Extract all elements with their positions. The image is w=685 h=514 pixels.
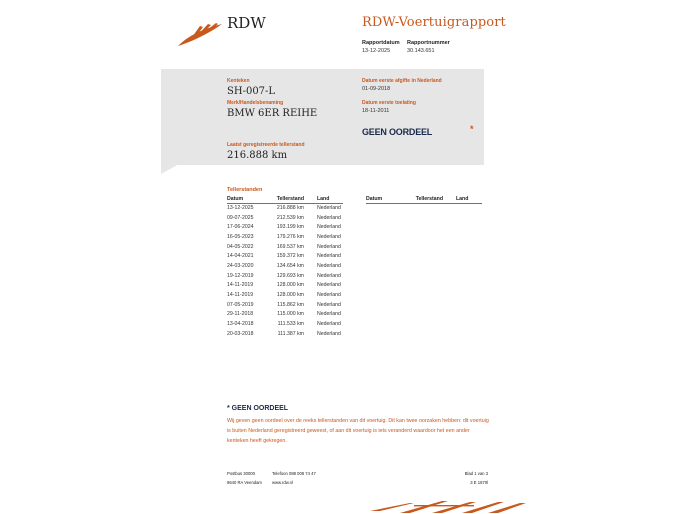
cell-land: Nederland [317, 272, 341, 279]
col-header-date: Datum [227, 195, 274, 203]
report-date-label: Rapportdatum [362, 40, 400, 46]
cell-date: 17-06-2024 [227, 224, 254, 231]
footer-city: 9640 RA Veendam [227, 480, 262, 485]
cell-date: 09-07-2025 [227, 214, 254, 221]
readings-table [227, 195, 343, 339]
first-admission-label: Datum eerste toelating [362, 100, 416, 106]
rdw-logo-icon [176, 20, 224, 48]
odometer-block [227, 142, 305, 162]
note-text: Wij geven geen oordeel over de reeks tellerstanden van dit voertuig. Dit kan twee oorzaken hebben: dit voertuig is buiten Nederland geregistreerd geweest, of aan dit voertuig is iets veranderd waardoor het een ander kenteken heeft gekregen. [227, 418, 489, 444]
cell-date: 07-05-2019 [227, 301, 254, 308]
table-row [227, 242, 343, 252]
cell-date: 24-03-2020 [227, 262, 254, 269]
cell-km: 129.693 km [276, 272, 304, 279]
first-nl-value: 01-09-2018 [362, 86, 391, 92]
cell-km: 115.862 km [277, 301, 304, 308]
footer-contact [272, 469, 316, 487]
col-header-date-right: Datum [366, 195, 413, 203]
table-row [227, 232, 343, 242]
report-number-label: Rapportnummer [407, 40, 450, 46]
table-row [227, 213, 343, 223]
cell-land: Nederland [317, 311, 341, 318]
cell-km: 128.000 km [276, 282, 304, 289]
readings-header-row-right [366, 195, 482, 203]
cell-km: 111.533 km [277, 321, 304, 328]
cell-land: Nederland [317, 214, 341, 221]
cell-land: Nederland [317, 330, 341, 337]
cell-date: 20-03-2018 [227, 330, 254, 337]
table-row [227, 300, 343, 310]
cell-date: 14-11-2019 [227, 292, 254, 299]
cell-date: 13-04-2018 [227, 321, 254, 328]
cell-land: Nederland [317, 243, 341, 250]
cell-date: 14-04-2021 [227, 253, 254, 260]
make-block [227, 100, 317, 120]
table-row [227, 203, 343, 213]
cell-km: 179.276 km [276, 233, 304, 240]
readings-header-row [227, 195, 343, 203]
col-header-km-right: Tellerstand [413, 195, 456, 203]
first-admission-value: 18-11-2011 [362, 108, 390, 114]
cell-km: 111.387 km [277, 330, 304, 337]
brand-name: RDW [227, 14, 266, 32]
report-number-block [407, 39, 450, 55]
report-title: RDW-Voertuigrapport [362, 15, 506, 30]
col-header-land-right: Land [456, 195, 482, 203]
cell-date: 14-11-2019 [227, 282, 254, 289]
verdict-asterisk: * [470, 124, 474, 134]
cell-date: 13-12-2025 [227, 205, 254, 212]
cell-land: Nederland [317, 253, 341, 260]
footer-code: 3 E 1670l [470, 480, 488, 485]
cell-land: Nederland [317, 262, 341, 269]
table-row [227, 271, 343, 281]
report-date-block [362, 39, 400, 55]
cell-km: 134.654 km [276, 262, 304, 269]
cell-land: Nederland [317, 224, 341, 231]
plate-label: Kenteken [227, 78, 250, 84]
table-row [227, 290, 343, 300]
footer-postbus: Postbus 30000 [227, 471, 255, 476]
cell-land: Nederland [317, 282, 341, 289]
cell-km: 193.199 km [276, 224, 304, 231]
plate-block [227, 78, 275, 98]
first-admission-block [362, 100, 416, 115]
cell-date: 19-12-2019 [227, 272, 254, 279]
cell-land: Nederland [317, 205, 341, 212]
make-label: Merk/Handelsbenaming [227, 100, 284, 106]
table-row [227, 329, 343, 339]
cell-date: 04-05-2022 [227, 243, 254, 250]
cell-date: 16-05-2023 [227, 233, 254, 240]
cell-land: Nederland [317, 301, 341, 308]
first-nl-block [362, 78, 442, 93]
cell-land: Nederland [317, 321, 341, 328]
footer-web: www.rdw.nl [272, 480, 293, 485]
first-nl-label: Datum eerste afgifte in Nederland [362, 78, 442, 84]
verdict-label: GEEN OORDEEL [362, 127, 433, 137]
table-row [227, 310, 343, 320]
cell-km: 159.372 km [276, 253, 304, 260]
footer-page: Blad 1 van 3 [464, 471, 488, 476]
odometer-value: 216.888 km [227, 150, 288, 161]
plate-value: SH-007-L [227, 86, 276, 97]
table-row [227, 222, 343, 232]
cell-km: 169.537 km [276, 243, 304, 250]
cell-land: Nederland [317, 233, 341, 240]
cell-km: 212.539 km [276, 214, 304, 221]
report-number-value: 30.143.651 [407, 48, 435, 54]
table-row [227, 319, 343, 329]
table-row [227, 261, 343, 271]
cell-date: 29-11-2018 [227, 311, 254, 318]
col-header-km: Tellerstand [274, 195, 317, 203]
footer-address [227, 469, 262, 487]
odometer-label: Laatst geregistreerde tellerstand [227, 142, 305, 148]
report-date-value: 13-12-2025 [362, 48, 391, 54]
cell-land: Nederland [317, 292, 341, 299]
make-value: BMW 6ER REIHE [227, 108, 318, 119]
readings-table-second-column [366, 195, 482, 204]
readings-title: Tellerstanden [227, 187, 263, 193]
cell-km: 128.000 km [276, 292, 304, 299]
table-row [227, 281, 343, 291]
panel-notch [161, 164, 179, 174]
table-row [227, 251, 343, 261]
cell-km: 216.888 km [276, 205, 304, 212]
col-header-land: Land [317, 195, 343, 203]
rdw-stripes-decoration-icon [370, 500, 526, 514]
footer-phone: Telefoon 088 008 74 47 [272, 471, 316, 476]
note-title: * GEEN OORDEEL [227, 405, 289, 412]
cell-km: 115.000 km [277, 311, 304, 318]
footer-page-info [440, 469, 488, 487]
